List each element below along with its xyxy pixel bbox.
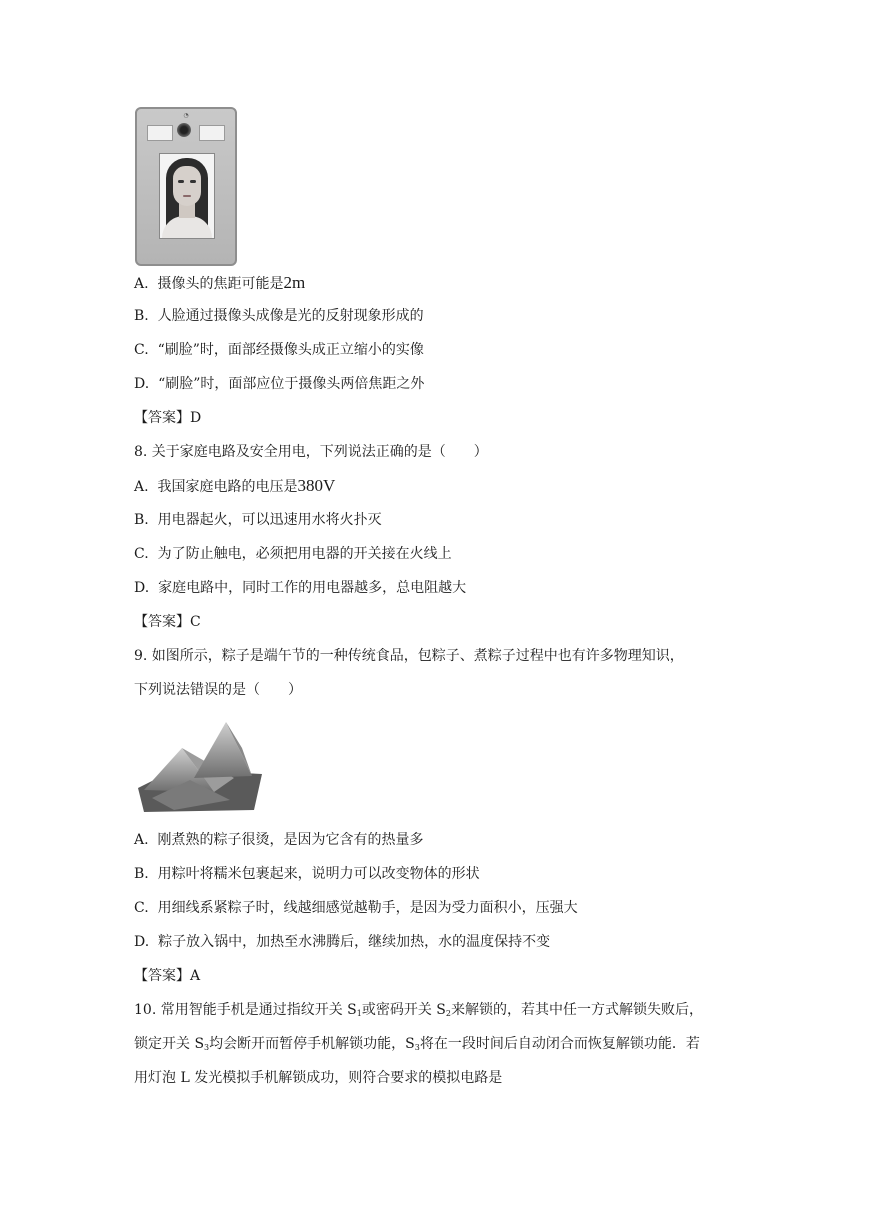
q10-stem-line2: 锁定开关 $S_3$均会断开而暂停手机解锁功能，$S_3$将在一段时间后自动闭合而恢复解锁功能．若 <box>134 1036 700 1052</box>
q8-answer: 【答案】C <box>134 614 201 630</box>
q8-stem: 8. 关于家庭电路及安全用电，下列说法正确的是（ ） <box>134 444 488 460</box>
face-scan-device-figure <box>135 107 237 266</box>
q9-stem-line1: 9. 如图所示，粽子是端午节的一种传统食品，包粽子、煮粽子过程中也有许多物理知识， <box>134 648 684 664</box>
q9-option-a: A. 刚煮熟的粽子很烫，是因为它含有的热量多 <box>134 832 424 848</box>
device-logo-icon: ◔ <box>183 112 189 119</box>
device-right-window <box>199 125 225 141</box>
q10-stem-line3: 用灯泡 L 发光模拟手机解锁成功，则符合要求的模拟电路是 <box>134 1070 503 1086</box>
q8-option-c: C. 为了防止触电，必须把用电器的开关接在火线上 <box>134 546 452 562</box>
q8-option-a: A. 我国家庭电路的电压是380V <box>134 476 336 495</box>
zongzi-figure <box>134 718 266 814</box>
q10-stem-line1: 10. 常用智能手机是通过指纹开关 $S_1$或密码开关 $S_2$来解锁的，若其中任一方式解锁失败后， <box>134 1002 703 1018</box>
q7-option-a: A. 摄像头的焦距可能是2m <box>134 273 306 292</box>
face-screen <box>159 153 215 239</box>
device-left-window <box>147 125 173 141</box>
q7-option-d: D. “刷脸”时，面部应位于摄像头两倍焦距之外 <box>134 376 425 392</box>
q7-option-b: B. 人脸通过摄像头成像是光的反射现象形成的 <box>134 308 424 324</box>
q8-option-b: B. 用电器起火，可以迅速用水将火扑灭 <box>134 512 382 528</box>
q8-option-d: D. 家庭电路中，同时工作的用电器越多，总电阻越大 <box>134 580 467 596</box>
q9-option-b: B. 用粽叶将糯米包裹起来，说明力可以改变物体的形状 <box>134 866 480 882</box>
q9-option-d: D. 粽子放入锅中，加热至水沸腾后，继续加热，水的温度保持不变 <box>134 934 551 950</box>
q9-stem-line2: 下列说法错误的是（ ） <box>134 682 302 698</box>
q7-option-c: C. “刷脸”时，面部经摄像头成正立缩小的实像 <box>134 342 424 358</box>
q7-answer: 【答案】D <box>134 410 202 426</box>
q9-answer: 【答案】A <box>134 968 201 984</box>
camera-lens-icon <box>177 123 191 137</box>
q9-option-c: C. 用细线系紧粽子时，线越细感觉越勒手，是因为受力面积小，压强大 <box>134 900 578 916</box>
